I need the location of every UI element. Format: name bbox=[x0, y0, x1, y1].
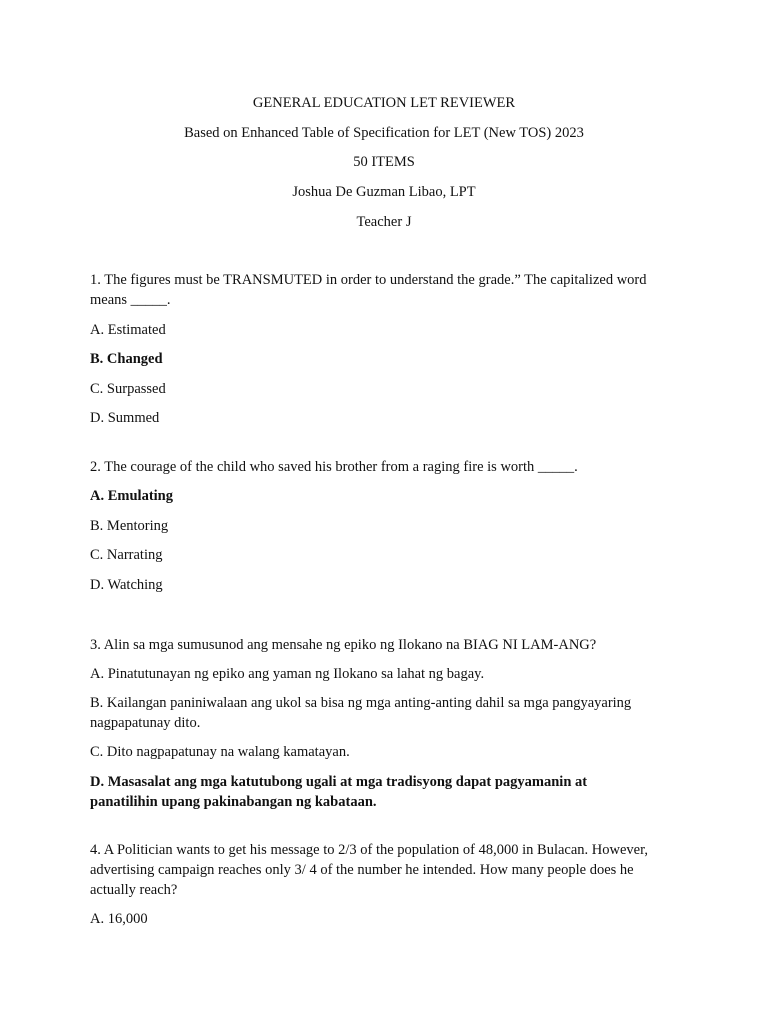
question-4-stem-line-1: 4. A Politician wants to get his message to 2/3 of the population of 48,000 in Bulacan. However, bbox=[90, 842, 648, 858]
question-1-stem-line-2: means _____. bbox=[90, 292, 171, 308]
question-3-option-d-correct-line-2: panatilihin upang pakinabangan ng kabataan. bbox=[90, 794, 377, 810]
question-2-option-d: D. Watching bbox=[90, 577, 163, 593]
question-1-option-b-correct: B. Changed bbox=[90, 351, 163, 367]
author-role: Teacher J bbox=[356, 214, 412, 230]
question-1-option-c: C. Surpassed bbox=[90, 381, 166, 397]
document-subtitle: Based on Enhanced Table of Specification for LET (New TOS) 2023 bbox=[184, 125, 584, 141]
document-title: GENERAL EDUCATION LET REVIEWER bbox=[252, 95, 516, 111]
question-3-option-b-line-2: nagpapatunay dito. bbox=[90, 715, 201, 731]
question-1-option-d: D. Summed bbox=[90, 410, 160, 426]
question-2-stem: 2. The courage of the child who saved his brother from a raging fire is worth _____. bbox=[90, 459, 578, 475]
question-2-option-a-correct: A. Emulating bbox=[90, 488, 173, 504]
question-3-option-c: C. Dito nagpapatunay na walang kamatayan. bbox=[90, 744, 350, 760]
question-2-option-b: B. Mentoring bbox=[90, 518, 169, 534]
author-name: Joshua De Guzman Libao, LPT bbox=[292, 184, 476, 200]
question-4-stem-line-2: advertising campaign reaches only 3/ 4 of the number he intended. How many people does he bbox=[90, 862, 634, 878]
item-count: 50 ITEMS bbox=[353, 154, 415, 170]
question-3-option-d-correct-line-1: D. Masasalat ang mga katutubong ugali at mga tradisyong dapat pagyamanin at bbox=[90, 774, 588, 790]
question-3-stem: 3. Alin sa mga sumusunod ang mensahe ng epiko ng Ilokano na BIAG NI LAM-ANG? bbox=[90, 637, 597, 653]
question-4-stem-line-3: actually reach? bbox=[90, 882, 178, 898]
question-3-option-b-line-1: B. Kailangan paniniwalaan ang ukol sa bisa ng mga anting-anting dahil sa mga pangyayaring bbox=[90, 695, 632, 711]
question-1-option-a: A. Estimated bbox=[90, 322, 166, 338]
question-2-option-c: C. Narrating bbox=[90, 547, 163, 563]
question-3-option-a: A. Pinatutunayan ng epiko ang yaman ng Ilokano sa lahat ng bagay. bbox=[90, 666, 485, 682]
question-1-stem-line-1: 1. The figures must be TRANSMUTED in order to understand the grade.” The capitalized word bbox=[90, 272, 647, 288]
question-4-option-a: A. 16,000 bbox=[90, 911, 148, 927]
